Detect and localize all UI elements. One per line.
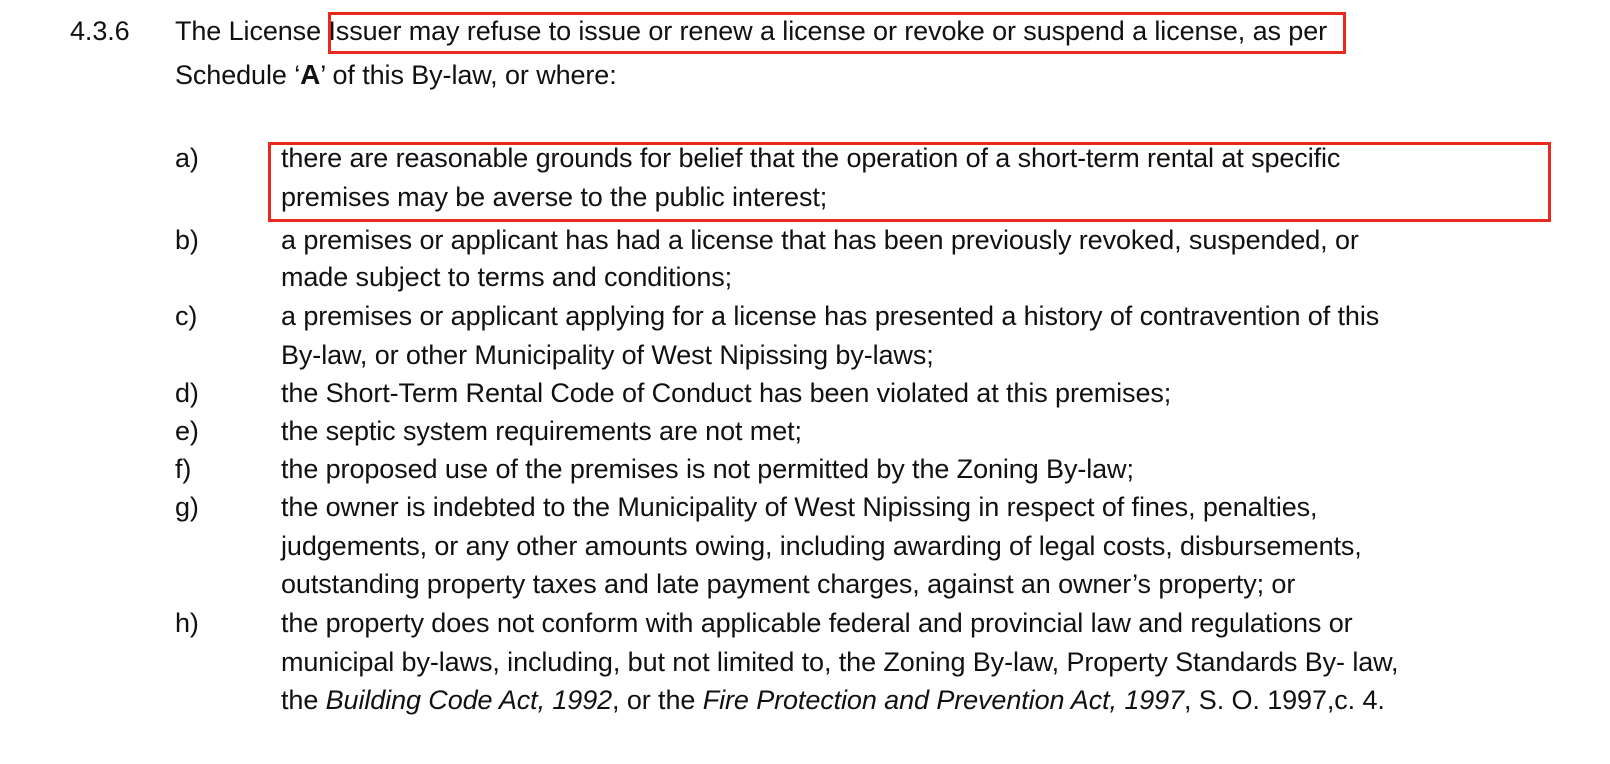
item-h-line-3 xyxy=(281,684,1385,716)
h-line3-mid: , or the xyxy=(612,685,703,715)
item-b-line-2: made subject to terms and conditions; xyxy=(281,262,733,292)
highlight-box-item-a xyxy=(268,142,1551,222)
item-c-line-1: a premises or applicant applying for a license has presented a history of contravention of this xyxy=(281,301,1380,331)
building-code-act: Building Code Act, 1992 xyxy=(325,685,613,715)
schedule-pre: Schedule ‘ xyxy=(175,60,301,90)
schedule-post: ’ of this By-law, or where: xyxy=(320,60,617,90)
item-label-b: b) xyxy=(175,225,199,255)
section-intro-post: as per xyxy=(1252,16,1328,46)
highlight-box-issuer-clause xyxy=(328,12,1346,54)
item-label-a: a) xyxy=(175,143,199,173)
item-d-line-1: the Short-Term Rental Code of Conduct has been violated at this premises; xyxy=(281,378,1172,408)
item-h-line-1: the property does not conform with applicable federal and provincial law and regulations or xyxy=(281,608,1353,638)
item-g-line-3: outstanding property taxes and late payment charges, against an owner’s property; or xyxy=(281,569,1296,599)
item-label-f: f) xyxy=(175,454,192,484)
schedule-letter: A xyxy=(300,59,321,90)
item-a-line-2: premises may be averse to the public interest; xyxy=(281,182,828,212)
item-b-line-1: a premises or applicant has had a license that has been previously revoked, suspended, or xyxy=(281,225,1359,255)
h-line3-post: , S. O. 1997,c. 4. xyxy=(1183,685,1385,715)
section-number: 4.3.6 xyxy=(70,16,130,46)
section-intro-line-2 xyxy=(175,59,617,91)
item-label-e: e) xyxy=(175,416,199,446)
item-label-d: d) xyxy=(175,378,199,408)
item-c-line-2: By-law, or other Municipality of West Nipissing by-laws; xyxy=(281,340,934,370)
item-g-line-1: the owner is indebted to the Municipality of West Nipissing in respect of fines, penalties, xyxy=(281,492,1318,522)
item-h-line-2: municipal by-laws, including, but not limited to, the Zoning By-law, Property Standards By- law, xyxy=(281,647,1399,677)
item-e-line-1: the septic system requirements are not met; xyxy=(281,416,802,446)
h-line3-pre: the xyxy=(281,685,326,715)
item-a-line-1: there are reasonable grounds for belief that the operation of a short-term rental at specific xyxy=(281,143,1341,173)
fire-protection-act: Fire Protection and Prevention Act, 1997 xyxy=(702,685,1184,715)
section-intro-pre: The License xyxy=(175,16,321,46)
item-g-line-2: judgements, or any other amounts owing, including awarding of legal costs, disbursements, xyxy=(281,531,1362,561)
item-label-h: h) xyxy=(175,608,199,638)
item-label-g: g) xyxy=(175,492,199,522)
section-intro-highlighted: Issuer may refuse to issue or renew a license or revoke or suspend a license, xyxy=(328,16,1246,46)
item-label-c: c) xyxy=(175,301,198,331)
item-f-line-1: the proposed use of the premises is not permitted by the Zoning By-law; xyxy=(281,454,1134,484)
